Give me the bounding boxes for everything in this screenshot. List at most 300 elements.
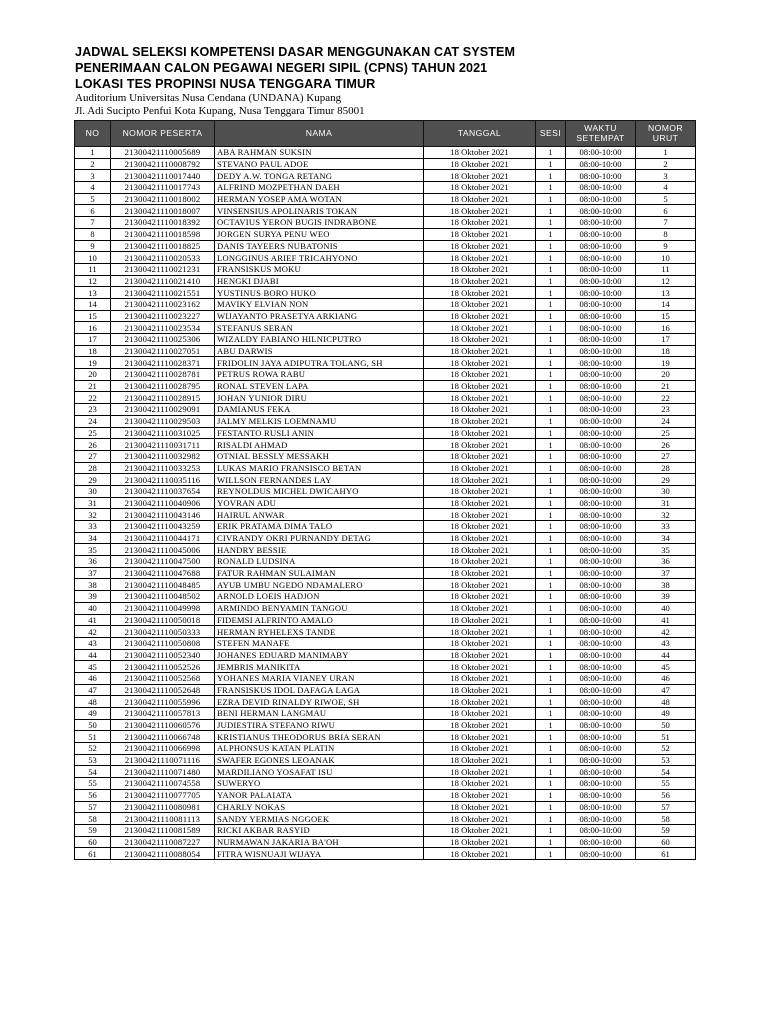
- cell-nomor-peserta: 21300421110035116: [111, 474, 215, 486]
- column-header-no: NO: [75, 121, 111, 147]
- table-row: [75, 450, 696, 462]
- cell-waktu: 08:00-10:00: [566, 217, 636, 229]
- cell-waktu: 08:00-10:00: [566, 357, 636, 369]
- cell-waktu: 08:00-10:00: [566, 193, 636, 205]
- cell-nomor-urut: 18: [636, 345, 696, 357]
- cell-waktu: 08:00-10:00: [566, 754, 636, 766]
- cell-tanggal: 18 Oktober 2021: [424, 836, 536, 848]
- cell-tanggal: 18 Oktober 2021: [424, 298, 536, 310]
- cell-nama: FIDEMSI ALFRINTO AMALO: [215, 614, 424, 626]
- cell-tanggal: 18 Oktober 2021: [424, 380, 536, 392]
- cell-nomor-peserta: 21300421110018825: [111, 240, 215, 252]
- cell-nomor-urut: 23: [636, 404, 696, 416]
- cell-tanggal: 18 Oktober 2021: [424, 649, 536, 661]
- cell-waktu: 08:00-10:00: [566, 427, 636, 439]
- cell-nomor-urut: 13: [636, 287, 696, 299]
- cell-nomor-peserta: 21300421110008792: [111, 158, 215, 170]
- cell-nama: JEMBRIS MANIKITA: [215, 661, 424, 673]
- cell-nomor-peserta: 21300421110047688: [111, 567, 215, 579]
- cell-nomor-urut: 51: [636, 731, 696, 743]
- cell-nomor-urut: 56: [636, 789, 696, 801]
- cell-no: 50: [75, 719, 111, 731]
- cell-waktu: 08:00-10:00: [566, 439, 636, 451]
- column-header-nomor-urut: NOMOR URUT: [636, 121, 696, 147]
- table-row: [75, 404, 696, 416]
- table-row: [75, 240, 696, 252]
- cell-nomor-urut: 22: [636, 392, 696, 404]
- cell-nama: OTNIAL BESSLY MESSAKH: [215, 450, 424, 462]
- cell-nama: NURMAWAN JAKARIA BA'OH: [215, 836, 424, 848]
- cell-tanggal: 18 Oktober 2021: [424, 147, 536, 159]
- cell-tanggal: 18 Oktober 2021: [424, 684, 536, 696]
- cell-nomor-peserta: 21300421110066748: [111, 731, 215, 743]
- cell-tanggal: 18 Oktober 2021: [424, 450, 536, 462]
- cell-nama: FRANSISKUS MOKU: [215, 263, 424, 275]
- cell-sesi: 1: [536, 591, 566, 603]
- cell-sesi: 1: [536, 380, 566, 392]
- cell-nama: MARDILIANO YOSAFAT ISU: [215, 766, 424, 778]
- cell-waktu: 08:00-10:00: [566, 708, 636, 720]
- cell-no: 7: [75, 217, 111, 229]
- table-row: [75, 579, 696, 591]
- cell-tanggal: 18 Oktober 2021: [424, 591, 536, 603]
- cell-nomor-urut: 42: [636, 626, 696, 638]
- cell-tanggal: 18 Oktober 2021: [424, 263, 536, 275]
- cell-nomor-urut: 19: [636, 357, 696, 369]
- cell-waktu: 08:00-10:00: [566, 392, 636, 404]
- cell-sesi: 1: [536, 602, 566, 614]
- column-header-nama: NAMA: [215, 121, 424, 147]
- cell-nomor-urut: 28: [636, 462, 696, 474]
- cell-nama: FRIDOLIN JAYA ADIPUTRA TOLANG, SH: [215, 357, 424, 369]
- cell-nama: ALPHONSUS KATAN PLATIN: [215, 743, 424, 755]
- cell-waktu: 08:00-10:00: [566, 158, 636, 170]
- cell-nomor-urut: 37: [636, 567, 696, 579]
- cell-nama: ABA RAHMAN SUKSIN: [215, 147, 424, 159]
- cell-tanggal: 18 Oktober 2021: [424, 415, 536, 427]
- table-row: [75, 754, 696, 766]
- cell-sesi: 1: [536, 404, 566, 416]
- cell-nomor-peserta: 21300421110023534: [111, 322, 215, 334]
- cell-nama: JOHANES EDUARD MANIMABY: [215, 649, 424, 661]
- cell-no: 13: [75, 287, 111, 299]
- cell-tanggal: 18 Oktober 2021: [424, 193, 536, 205]
- cell-no: 8: [75, 228, 111, 240]
- cell-tanggal: 18 Oktober 2021: [424, 556, 536, 568]
- cell-tanggal: 18 Oktober 2021: [424, 427, 536, 439]
- cell-sesi: 1: [536, 182, 566, 194]
- cell-no: 58: [75, 813, 111, 825]
- cell-nomor-urut: 2: [636, 158, 696, 170]
- cell-nama: DANIS TAYEERS NUBATONIS: [215, 240, 424, 252]
- table-row: [75, 766, 696, 778]
- cell-waktu: 08:00-10:00: [566, 170, 636, 182]
- table-row: [75, 228, 696, 240]
- cell-tanggal: 18 Oktober 2021: [424, 626, 536, 638]
- cell-nomor-urut: 9: [636, 240, 696, 252]
- cell-nama: JOHAN YUNIOR DIRU: [215, 392, 424, 404]
- cell-tanggal: 18 Oktober 2021: [424, 708, 536, 720]
- cell-sesi: 1: [536, 509, 566, 521]
- cell-nomor-urut: 30: [636, 485, 696, 497]
- cell-nama: HENGKI DJABI: [215, 275, 424, 287]
- cell-nama: WIJAYANTO PRASETYA ARKIANG: [215, 310, 424, 322]
- cell-nomor-peserta: 21300421110050808: [111, 637, 215, 649]
- cell-nomor-peserta: 21300421110018392: [111, 217, 215, 229]
- cell-no: 35: [75, 544, 111, 556]
- cell-nama: ABU DARWIS: [215, 345, 424, 357]
- table-row: [75, 205, 696, 217]
- cell-nomor-peserta: 21300421110028371: [111, 357, 215, 369]
- cell-nama: FATUR RAHMAN SULAIMAN: [215, 567, 424, 579]
- cell-tanggal: 18 Oktober 2021: [424, 474, 536, 486]
- cell-tanggal: 18 Oktober 2021: [424, 719, 536, 731]
- cell-nomor-peserta: 21300421110052526: [111, 661, 215, 673]
- table-row: [75, 684, 696, 696]
- cell-tanggal: 18 Oktober 2021: [424, 731, 536, 743]
- cell-nomor-peserta: 21300421110027051: [111, 345, 215, 357]
- cell-waktu: 08:00-10:00: [566, 322, 636, 334]
- cell-no: 54: [75, 766, 111, 778]
- cell-nomor-peserta: 21300421110077705: [111, 789, 215, 801]
- cell-no: 29: [75, 474, 111, 486]
- cell-nomor-urut: 1: [636, 147, 696, 159]
- cell-nomor-peserta: 21300421110060576: [111, 719, 215, 731]
- table-row: [75, 193, 696, 205]
- cell-tanggal: 18 Oktober 2021: [424, 754, 536, 766]
- cell-nomor-peserta: 21300421110037654: [111, 485, 215, 497]
- table-row: [75, 334, 696, 346]
- cell-nama: RONALD LUDSINA: [215, 556, 424, 568]
- cell-waktu: 08:00-10:00: [566, 813, 636, 825]
- cell-nama: MAVIKY ELVIAN NON: [215, 298, 424, 310]
- table-header-row: [75, 121, 696, 147]
- cell-no: 53: [75, 754, 111, 766]
- cell-waktu: 08:00-10:00: [566, 743, 636, 755]
- cell-nomor-urut: 47: [636, 684, 696, 696]
- cell-sesi: 1: [536, 275, 566, 287]
- cell-tanggal: 18 Oktober 2021: [424, 778, 536, 790]
- cell-nama: WILLSON FERNANDES LAY: [215, 474, 424, 486]
- cell-sesi: 1: [536, 322, 566, 334]
- cell-nomor-urut: 4: [636, 182, 696, 194]
- cell-nomor-peserta: 21300421110049998: [111, 602, 215, 614]
- cell-waktu: 08:00-10:00: [566, 462, 636, 474]
- table-row: [75, 614, 696, 626]
- table-row: [75, 801, 696, 813]
- cell-no: 4: [75, 182, 111, 194]
- table-row: [75, 672, 696, 684]
- cell-waktu: 08:00-10:00: [566, 731, 636, 743]
- table-row: [75, 708, 696, 720]
- cell-sesi: 1: [536, 345, 566, 357]
- cell-nama: YOVRAN ADU: [215, 497, 424, 509]
- cell-sesi: 1: [536, 415, 566, 427]
- cell-tanggal: 18 Oktober 2021: [424, 205, 536, 217]
- cell-nama: FITRA WISNUAJI WIJAYA: [215, 848, 424, 860]
- cell-tanggal: 18 Oktober 2021: [424, 637, 536, 649]
- cell-tanggal: 18 Oktober 2021: [424, 252, 536, 264]
- cell-nama: SANDY YERMIAS NGGOEK: [215, 813, 424, 825]
- cell-tanggal: 18 Oktober 2021: [424, 462, 536, 474]
- cell-nomor-peserta: 21300421110018598: [111, 228, 215, 240]
- cell-nomor-urut: 46: [636, 672, 696, 684]
- table-row: [75, 649, 696, 661]
- cell-nomor-peserta: 21300421110005689: [111, 147, 215, 159]
- cell-waktu: 08:00-10:00: [566, 252, 636, 264]
- cell-nama: OCTAVIUS YERON BUGIS INDRABONE: [215, 217, 424, 229]
- cell-sesi: 1: [536, 649, 566, 661]
- cell-waktu: 08:00-10:00: [566, 556, 636, 568]
- cell-sesi: 1: [536, 147, 566, 159]
- cell-nama: ARNOLD LOEIS HADJON: [215, 591, 424, 603]
- cell-sesi: 1: [536, 848, 566, 860]
- cell-no: 43: [75, 637, 111, 649]
- cell-nomor-urut: 24: [636, 415, 696, 427]
- cell-sesi: 1: [536, 532, 566, 544]
- cell-tanggal: 18 Oktober 2021: [424, 801, 536, 813]
- cell-nomor-peserta: 21300421110028915: [111, 392, 215, 404]
- cell-nomor-peserta: 21300421110018002: [111, 193, 215, 205]
- cell-nomor-urut: 40: [636, 602, 696, 614]
- cell-tanggal: 18 Oktober 2021: [424, 567, 536, 579]
- cell-sesi: 1: [536, 252, 566, 264]
- cell-no: 49: [75, 708, 111, 720]
- cell-waktu: 08:00-10:00: [566, 380, 636, 392]
- cell-waktu: 08:00-10:00: [566, 345, 636, 357]
- cell-nama: YUSTINUS BORO HUKO: [215, 287, 424, 299]
- cell-nama: JALMY MELKIS LOEMNAMU: [215, 415, 424, 427]
- cell-nomor-urut: 50: [636, 719, 696, 731]
- table-row: [75, 591, 696, 603]
- venue-line: Auditorium Universitas Nusa Cendana (UNDANA) Kupang: [75, 92, 342, 104]
- cell-sesi: 1: [536, 497, 566, 509]
- cell-no: 45: [75, 661, 111, 673]
- cell-tanggal: 18 Oktober 2021: [424, 439, 536, 451]
- cell-tanggal: 18 Oktober 2021: [424, 696, 536, 708]
- cell-sesi: 1: [536, 521, 566, 533]
- cell-nama: HAIRUL ANWAR: [215, 509, 424, 521]
- cell-tanggal: 18 Oktober 2021: [424, 743, 536, 755]
- cell-nama: ARMINDO BENYAMIN TANGOU: [215, 602, 424, 614]
- cell-nomor-urut: 36: [636, 556, 696, 568]
- cell-sesi: 1: [536, 474, 566, 486]
- cell-tanggal: 18 Oktober 2021: [424, 369, 536, 381]
- cell-sesi: 1: [536, 427, 566, 439]
- cell-nama: YOHANES MARIA VIANEY URAN: [215, 672, 424, 684]
- cell-nama: SWAFER EGONES LEOANAK: [215, 754, 424, 766]
- cell-nomor-urut: 5: [636, 193, 696, 205]
- cell-nomor-urut: 17: [636, 334, 696, 346]
- table-row: [75, 158, 696, 170]
- cell-tanggal: 18 Oktober 2021: [424, 404, 536, 416]
- table-row: [75, 439, 696, 451]
- table-row: [75, 345, 696, 357]
- table-row: [75, 380, 696, 392]
- cell-tanggal: 18 Oktober 2021: [424, 789, 536, 801]
- cell-nama: REYNOLDUS MICHEL DWICAHYO: [215, 485, 424, 497]
- cell-waktu: 08:00-10:00: [566, 602, 636, 614]
- table-row: [75, 731, 696, 743]
- cell-waktu: 08:00-10:00: [566, 369, 636, 381]
- cell-tanggal: 18 Oktober 2021: [424, 521, 536, 533]
- cell-no: 47: [75, 684, 111, 696]
- cell-sesi: 1: [536, 450, 566, 462]
- cell-tanggal: 18 Oktober 2021: [424, 158, 536, 170]
- cell-nama: WIZALDY FABIANO HILNICPUTRO: [215, 334, 424, 346]
- cell-nomor-urut: 7: [636, 217, 696, 229]
- cell-tanggal: 18 Oktober 2021: [424, 345, 536, 357]
- cell-nomor-peserta: 21300421110031025: [111, 427, 215, 439]
- cell-nama: JUDIESTIRA STEFANO RIWU: [215, 719, 424, 731]
- cell-sesi: 1: [536, 579, 566, 591]
- cell-nomor-peserta: 21300421110031711: [111, 439, 215, 451]
- cell-sesi: 1: [536, 567, 566, 579]
- cell-tanggal: 18 Oktober 2021: [424, 579, 536, 591]
- cell-waktu: 08:00-10:00: [566, 298, 636, 310]
- cell-sesi: 1: [536, 672, 566, 684]
- cell-nama: CHARLY NOKAS: [215, 801, 424, 813]
- cell-nomor-urut: 15: [636, 310, 696, 322]
- cell-nomor-urut: 3: [636, 170, 696, 182]
- cell-nama: LUKAS MARIO FRANSISCO BETAN: [215, 462, 424, 474]
- cell-nama: ALFRIND MOZPETHAN DAEH: [215, 182, 424, 194]
- table-row: [75, 813, 696, 825]
- cell-sesi: 1: [536, 731, 566, 743]
- cell-nomor-peserta: 21300421110040906: [111, 497, 215, 509]
- cell-no: 14: [75, 298, 111, 310]
- cell-sesi: 1: [536, 392, 566, 404]
- cell-nama: RISALDI AHMAD: [215, 439, 424, 451]
- cell-nomor-urut: 6: [636, 205, 696, 217]
- cell-tanggal: 18 Oktober 2021: [424, 614, 536, 626]
- cell-waktu: 08:00-10:00: [566, 240, 636, 252]
- cell-nama: DEDY A.W. TONGA RETANG: [215, 170, 424, 182]
- cell-nomor-peserta: 21300421110050333: [111, 626, 215, 638]
- cell-nomor-peserta: 21300421110071480: [111, 766, 215, 778]
- cell-no: 5: [75, 193, 111, 205]
- cell-nama: EZRA DEVID RINALDY RIWOE, SH: [215, 696, 424, 708]
- table-row: [75, 392, 696, 404]
- cell-nomor-urut: 58: [636, 813, 696, 825]
- column-header-nomor-peserta: NOMOR PESERTA: [111, 121, 215, 147]
- cell-no: 10: [75, 252, 111, 264]
- cell-nomor-urut: 55: [636, 778, 696, 790]
- column-header-sesi: SESI: [536, 121, 566, 147]
- cell-nomor-urut: 33: [636, 521, 696, 533]
- cell-sesi: 1: [536, 334, 566, 346]
- cell-waktu: 08:00-10:00: [566, 649, 636, 661]
- cell-waktu: 08:00-10:00: [566, 661, 636, 673]
- cell-no: 19: [75, 357, 111, 369]
- cell-no: 26: [75, 439, 111, 451]
- cell-nama: STEFANUS SERAN: [215, 322, 424, 334]
- cell-sesi: 1: [536, 369, 566, 381]
- cell-no: 1: [75, 147, 111, 159]
- cell-no: 9: [75, 240, 111, 252]
- cell-nomor-peserta: 21300421110057813: [111, 708, 215, 720]
- cell-sesi: 1: [536, 778, 566, 790]
- cell-nama: STEFEN MANAFE: [215, 637, 424, 649]
- table-row: [75, 485, 696, 497]
- cell-nomor-peserta: 21300421110052568: [111, 672, 215, 684]
- table-row: [75, 637, 696, 649]
- table-row: [75, 298, 696, 310]
- cell-tanggal: 18 Oktober 2021: [424, 766, 536, 778]
- table-row: [75, 544, 696, 556]
- cell-waktu: 08:00-10:00: [566, 848, 636, 860]
- cell-nomor-peserta: 21300421110025306: [111, 334, 215, 346]
- cell-sesi: 1: [536, 813, 566, 825]
- cell-nama: LONGGINUS ARIEF TRICAHYONO: [215, 252, 424, 264]
- cell-waktu: 08:00-10:00: [566, 801, 636, 813]
- cell-no: 20: [75, 369, 111, 381]
- cell-nomor-urut: 38: [636, 579, 696, 591]
- table-row: [75, 462, 696, 474]
- cell-tanggal: 18 Oktober 2021: [424, 182, 536, 194]
- table-row: [75, 147, 696, 159]
- cell-tanggal: 18 Oktober 2021: [424, 392, 536, 404]
- cell-nomor-urut: 27: [636, 450, 696, 462]
- cell-waktu: 08:00-10:00: [566, 789, 636, 801]
- cell-waktu: 08:00-10:00: [566, 287, 636, 299]
- table-row: [75, 556, 696, 568]
- cell-no: 17: [75, 334, 111, 346]
- table-row: [75, 567, 696, 579]
- document-header: [75, 44, 715, 117]
- column-header-waktu-setempat: WAKTU SETEMPAT: [566, 121, 636, 147]
- cell-sesi: 1: [536, 439, 566, 451]
- cell-no: 48: [75, 696, 111, 708]
- table-row: [75, 252, 696, 264]
- cell-no: 42: [75, 626, 111, 638]
- cell-waktu: 08:00-10:00: [566, 509, 636, 521]
- cell-tanggal: 18 Oktober 2021: [424, 813, 536, 825]
- cell-sesi: 1: [536, 310, 566, 322]
- cell-sesi: 1: [536, 824, 566, 836]
- cell-nomor-peserta: 21300421110052340: [111, 649, 215, 661]
- cell-nama: RICKI AKBAR RASYID: [215, 824, 424, 836]
- cell-nama: HANDRY BESSIE: [215, 544, 424, 556]
- cell-sesi: 1: [536, 719, 566, 731]
- cell-nomor-peserta: 21300421110055996: [111, 696, 215, 708]
- cell-no: 39: [75, 591, 111, 603]
- cell-tanggal: 18 Oktober 2021: [424, 275, 536, 287]
- cell-no: 33: [75, 521, 111, 533]
- cell-sesi: 1: [536, 357, 566, 369]
- table-row: [75, 497, 696, 509]
- cell-no: 52: [75, 743, 111, 755]
- cell-nama: SUWERYO: [215, 778, 424, 790]
- cell-waktu: 08:00-10:00: [566, 263, 636, 275]
- table-row: [75, 217, 696, 229]
- cell-waktu: 08:00-10:00: [566, 334, 636, 346]
- cell-nomor-urut: 43: [636, 637, 696, 649]
- table-row: [75, 521, 696, 533]
- cell-waktu: 08:00-10:00: [566, 614, 636, 626]
- cell-nama: BENI HERMAN LANGMAU: [215, 708, 424, 720]
- cell-nomor-urut: 52: [636, 743, 696, 755]
- cell-nomor-urut: 14: [636, 298, 696, 310]
- cell-waktu: 08:00-10:00: [566, 521, 636, 533]
- cell-waktu: 08:00-10:00: [566, 824, 636, 836]
- cell-nomor-urut: 25: [636, 427, 696, 439]
- cell-waktu: 08:00-10:00: [566, 182, 636, 194]
- cell-no: 55: [75, 778, 111, 790]
- cell-nama: CIVRANDY OKRI PURNANDY DETAG: [215, 532, 424, 544]
- cell-nomor-urut: 60: [636, 836, 696, 848]
- cell-waktu: 08:00-10:00: [566, 485, 636, 497]
